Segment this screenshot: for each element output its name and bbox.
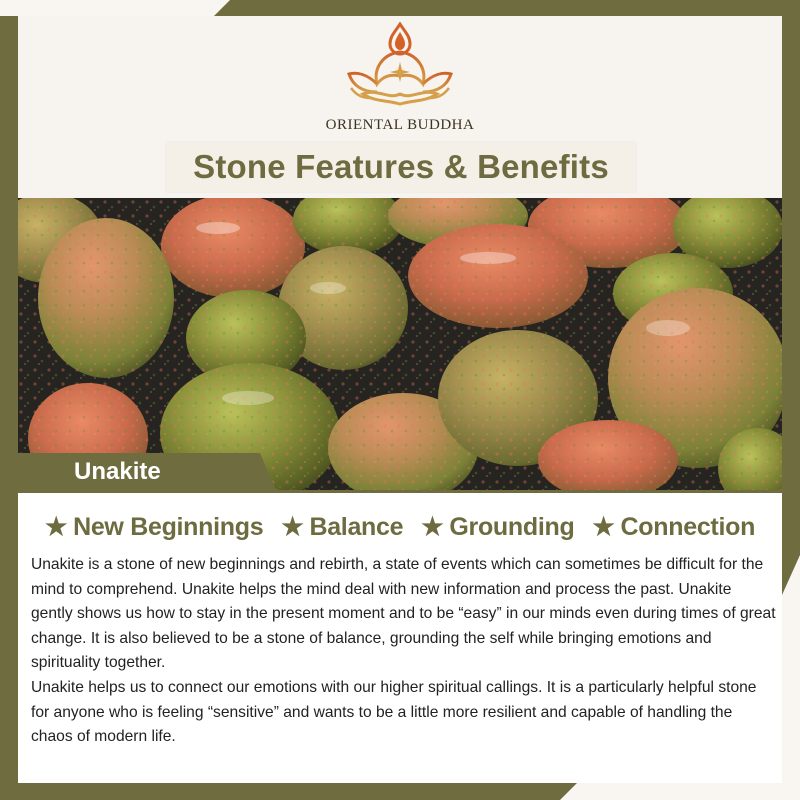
benefit-label: Balance (309, 513, 404, 541)
benefit-grounding (421, 512, 574, 542)
benefit-balance (281, 512, 403, 542)
description-paragraph: Unakite helps us to connect our emotions with our higher spiritual callings. It is a particularly helpful stone for anyone who is feeling “sensitive” and wants to be a little more resilient and capable of handling the chaos of modern life. (31, 678, 757, 746)
unakite-stones-photo (18, 198, 782, 490)
benefit-connection (592, 512, 755, 542)
benefit-label: Grounding (449, 513, 575, 541)
benefit-new-beginnings (45, 512, 263, 542)
benefit-label: Connection (620, 513, 756, 541)
brand-name: ORIENTAL BUDDHA (325, 117, 475, 133)
stone-name: Unakite (74, 458, 161, 485)
title-box (166, 142, 636, 192)
stone-description (31, 553, 776, 750)
decorative-corner-bottom-right (560, 783, 800, 800)
decorative-edge-right (782, 555, 800, 800)
decorative-corner-top-left (0, 0, 230, 16)
page-title: Stone Features & Benefits (193, 148, 609, 185)
lotus-buddha-icon (343, 22, 457, 108)
benefits-list (18, 512, 782, 542)
star-icon: ★ (421, 513, 444, 541)
benefit-label: New Beginnings (73, 513, 264, 541)
star-icon: ★ (592, 513, 615, 541)
star-icon: ★ (281, 513, 304, 541)
star-icon: ★ (44, 513, 68, 541)
description-paragraph: Unakite is a stone of new beginnings and rebirth, a state of events which can sometimes be difficult for the mind to comprehend. Unakite helps the mind deal with new information and process the past. Unakite gently shows us how to stay in the present moment and to be “easy” in our minds even during times of great change. It is also believed to be a stone of balance, grounding the self while bringing emotions and spirituality together. (31, 556, 776, 672)
